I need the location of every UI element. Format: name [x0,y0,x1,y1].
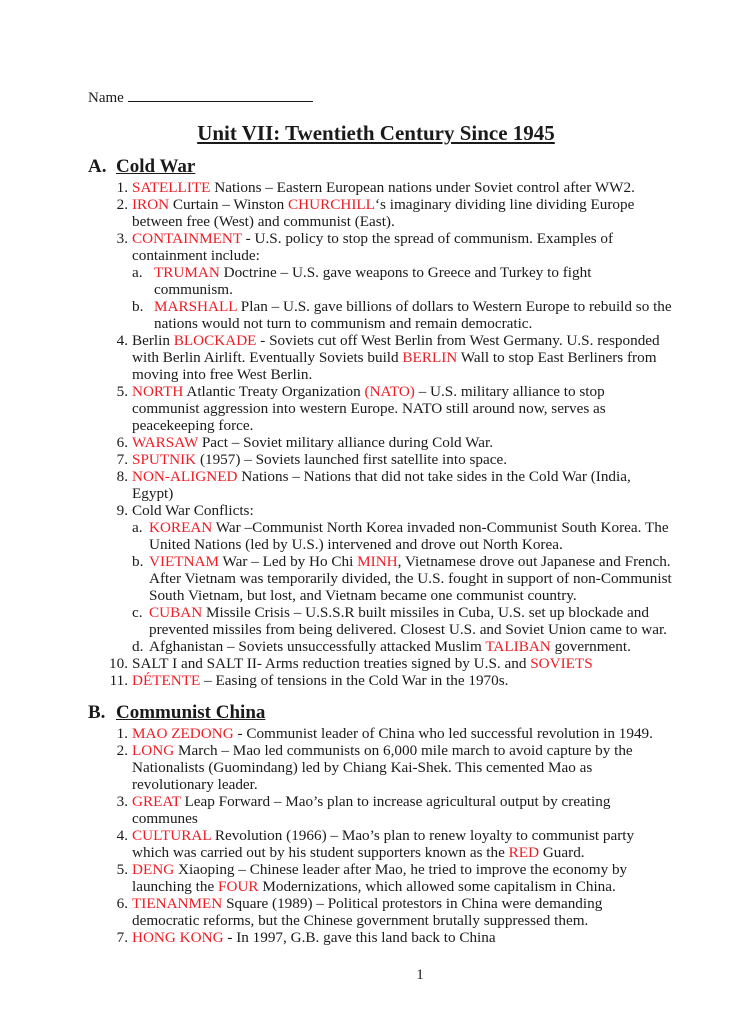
section-cold-war [88,155,688,689]
list-item [88,383,672,434]
item-number: 5. [116,383,128,400]
item-number: 1. [116,179,128,196]
list-item [88,895,672,929]
answer-term: RED [508,844,540,861]
answer-term: CUBAN [149,604,203,621]
item-text [132,827,634,861]
sub-list-item [88,298,672,332]
text-segment: SALT I and SALT II- Arms reduction treaties signed by U.S. and [132,655,531,672]
text-segment: Modernizations, which allowed some capitalism in China. [258,878,616,895]
answer-term: FOUR [218,878,259,895]
text-segment: - In 1997, G.B. gave this land back to China [223,929,496,946]
item-text [132,383,606,434]
item-text [132,725,653,742]
item-number: 9. [116,502,128,519]
section-heading [88,701,688,725]
answer-term: BLOCKADE [173,332,257,349]
text-segment: government. [550,638,631,655]
answer-term: DÉTENTE [132,672,201,689]
item-text [132,196,634,230]
sub-item-text [149,638,672,655]
text-segment: Cold War Conflicts: [132,502,254,519]
answer-term: SOVIETS [530,655,593,672]
text-segment: Curtain – Winston [169,196,289,213]
sub-item-body [132,638,672,655]
text-segment: March – Mao led communists on 6,000 mile march to avoid capture by the Nationalists (Guomindang) led by Chiang Kai-Shek. This cemented Mao as revolutionary leader. [132,742,633,793]
answer-term: CONTAINMENT [132,230,242,247]
page-title: Unit VII: Twentieth Century Since 1945 [197,121,555,145]
text-segment: Plan – U.S. gave billions of dollars to Western Europe to rebuild so the nations would not turn to communism and remain democratic. [154,298,672,332]
sub-item-letter: d. [132,638,144,655]
text-segment: ‘s imaginary dividing line dividing Europe between free (West) and communist (East). [132,196,635,230]
answer-term: SPUTNIK [132,451,197,468]
item-number: 3. [116,793,128,810]
answer-term: KOREAN [149,519,213,536]
answer-term: MINH [357,553,398,570]
item-number: 8. [116,468,128,485]
list-item [88,468,672,502]
sub-list-item [88,604,672,638]
item-text [132,434,493,451]
text-segment: War –Communist North Korea invaded non-Communist South Korea. The United Nations (led by U.S.) intervened and drove out North Korea. [149,519,669,553]
list-item [88,655,672,672]
answer-term: CHURCHILL [288,196,375,213]
sub-item-letter: a. [132,519,143,536]
item-text [132,895,602,929]
sub-item-text [149,519,672,553]
item-text [132,179,635,196]
answer-term: CULTURAL [132,827,212,844]
list-item [88,196,672,230]
sub-list-item [88,264,672,298]
item-number: 4. [116,332,128,349]
sub-item-body [132,604,672,638]
section-title: Communist China [116,702,266,723]
section-heading [88,155,688,179]
answer-term: MAO ZEDONG [132,725,234,742]
text-segment: Revolution (1966) – Mao’s plan to renew loyalty to communist party which was carried out by his student supporters known as the [132,827,635,861]
text-segment: Afghanistan – Soviets unsuccessfully attacked Muslim [149,638,486,655]
item-number: 1. [116,725,128,742]
list-item [88,672,672,689]
list-item [88,725,672,742]
sub-item-text [154,298,672,332]
text-segment: - U.S. policy to stop the spread of communism. Examples of containment include: [132,230,614,264]
answer-term: NORTH [132,383,184,400]
answer-term: DENG [132,861,175,878]
item-number: 5. [116,861,128,878]
item-text [132,230,613,264]
text-segment: Leap Forward – Mao’s plan to increase agricultural output by creating communes [132,793,611,827]
list-item [88,861,672,895]
answer-term: GREAT [132,793,181,810]
page-number: 1 [416,967,424,983]
answer-term: IRON [132,196,170,213]
answer-term: HONG KONG [132,929,224,946]
answer-term: VIETNAM [149,553,220,570]
item-text [132,468,631,502]
sub-item-letter: a. [132,264,143,281]
sub-item-text [149,553,672,604]
item-number: 2. [116,742,128,759]
answer-term: BERLIN [402,349,458,366]
text-segment: Guard. [539,844,585,861]
section-letter: A. [88,156,107,177]
sub-item-letter: b. [132,553,144,570]
list-item [88,230,672,264]
text-segment: - Communist leader of China who led successful revolution in 1949. [233,725,653,742]
sub-item-letter: c. [132,604,143,621]
item-number: 2. [116,196,128,213]
list-item [88,742,672,793]
answer-term: SATELLITE [132,179,211,196]
sub-list-item [88,519,672,553]
sub-item-text [154,264,672,298]
sub-item-body [132,553,672,604]
item-text [132,929,496,946]
sub-list-item [88,638,672,655]
text-segment: - Soviets cut off West Berlin from West Germany. U.S. responded with Berlin Airlift. Eventually Soviets build [132,332,660,366]
text-segment: Wall to stop East Berliners from moving into free West Berlin. [132,349,657,383]
text-segment: Atlantic Treaty Organization [183,383,365,400]
list-item [88,179,672,196]
section-letter: B. [88,702,106,723]
text-segment: Berlin [132,332,174,349]
text-segment: Missile Crisis – U.S.S.R built missiles in Cuba, U.S. set up blockade and prevented missiles from being delivered. Closest U.S. and Soviet Union came to war. [149,604,667,638]
sub-item-text [149,604,672,638]
section-communist-china [88,701,688,946]
text-segment: Square (1989) – Political protestors in China were demanding democratic reforms, but the Chinese government brutally suppressed them. [132,895,603,929]
text-segment: (1957) – Soviets launched first satellite into space. [196,451,507,468]
item-number: 10. [109,655,128,672]
list-item [88,793,672,827]
item-text [132,861,627,895]
text-segment: Nations – Eastern European nations under Soviet control after WW2. [210,179,635,196]
answer-term: LONG [132,742,175,759]
section-title: Cold War [116,156,196,177]
text-segment: Pact – Soviet military alliance during Cold War. [198,434,494,451]
sub-list-item [88,553,672,604]
answer-term: WARSAW [132,434,199,451]
list-item [88,451,672,468]
sub-item-body [132,519,672,553]
item-number: 6. [116,434,128,451]
answer-term: NON-ALIGNED [132,468,238,485]
name-label: Name [88,90,124,106]
item-text [132,655,593,672]
item-text [132,793,610,827]
answer-term: (NATO) [364,383,415,400]
item-number: 7. [116,929,128,946]
text-segment: War – Led by Ho Chi [219,553,358,570]
answer-term: TRUMAN [154,264,220,281]
item-text [132,332,660,383]
sub-item-body [132,264,672,298]
item-text [132,451,507,468]
item-number: 6. [116,895,128,912]
item-number: 11. [109,672,128,689]
answer-term: MARSHALL [154,298,237,315]
item-text [132,502,254,519]
item-number: 7. [116,451,128,468]
text-segment: – Easing of tensions in the Cold War in the 1970s. [200,672,509,689]
answer-term: TALIBAN [485,638,551,655]
text-segment: Xiaoping – Chinese leader after Mao, he tried to improve the economy by launching the [132,861,628,895]
list-item [88,332,672,383]
item-text [132,742,633,793]
list-item [88,502,672,519]
answer-term: TIENANMEN [132,895,223,912]
sub-item-letter: b. [132,298,144,315]
item-text [132,672,508,689]
text-segment: Nations – Nations that did not take sides in the Cold War (India, Egypt) [132,468,631,502]
item-number: 3. [116,230,128,247]
text-segment: Doctrine – U.S. gave weapons to Greece and Turkey to fight communism. [154,264,592,298]
list-item [88,929,672,946]
list-item [88,434,672,451]
text-segment: – U.S. military alliance to stop communist aggression into western Europe. NATO still around now, serves as peacekeeping force. [132,383,606,434]
list-item [88,827,672,861]
sub-item-body [132,298,672,332]
text-segment: , Vietnamese drove out Japanese and French. After Vietnam was temporarily divided, the U.S. fought in support of non-Communist South Vietnam, but lost, and Vietnam became one communist country. [149,553,672,604]
item-number: 4. [116,827,128,844]
